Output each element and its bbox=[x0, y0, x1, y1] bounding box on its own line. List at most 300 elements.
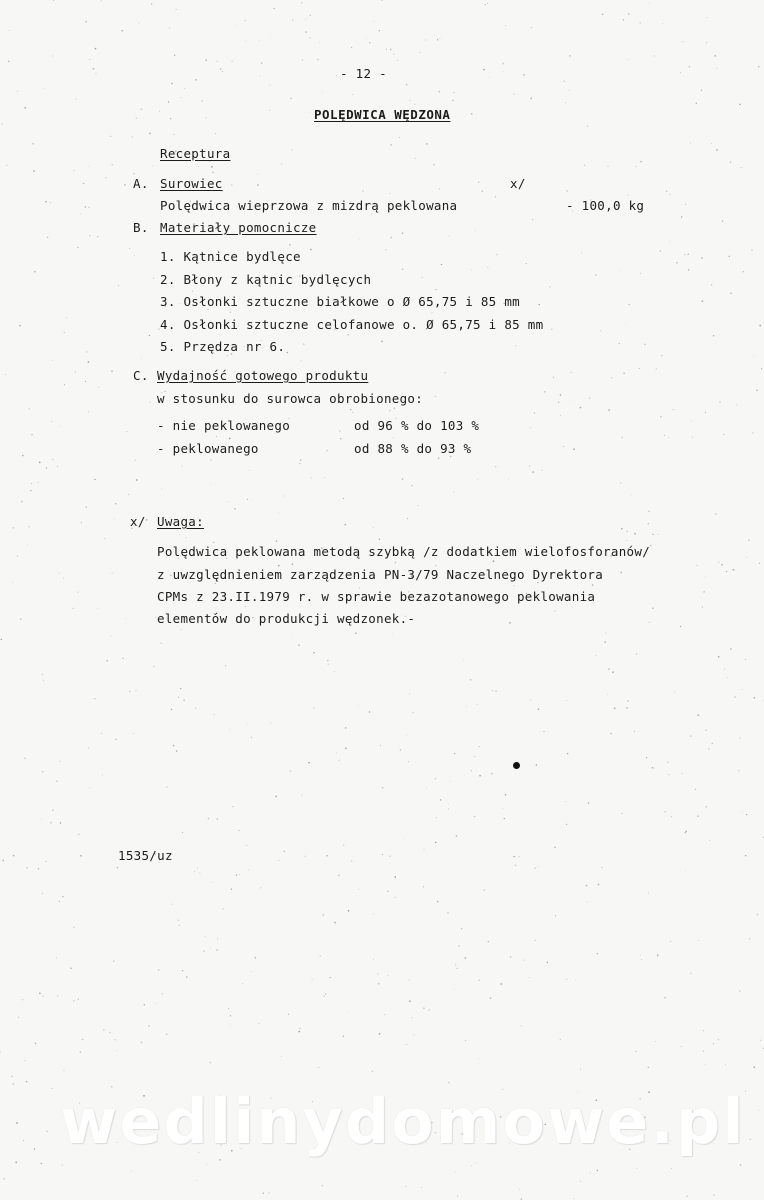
speck bbox=[41, 1163, 43, 1165]
speck bbox=[202, 100, 203, 101]
speck bbox=[318, 1067, 319, 1068]
speck bbox=[745, 659, 746, 660]
speck bbox=[216, 949, 217, 950]
speck bbox=[62, 1164, 64, 1166]
speck bbox=[402, 478, 404, 480]
note-line: elementów do produkcji wędzonek.- bbox=[157, 611, 416, 626]
speck bbox=[131, 1171, 132, 1172]
speck bbox=[749, 938, 750, 939]
speck bbox=[675, 409, 676, 410]
speck bbox=[219, 334, 220, 335]
speck bbox=[291, 149, 292, 150]
speck bbox=[1, 639, 3, 641]
speck bbox=[98, 387, 99, 388]
speck bbox=[445, 372, 446, 373]
speck bbox=[493, 560, 495, 562]
speck bbox=[433, 164, 435, 166]
speck bbox=[723, 434, 724, 435]
speck bbox=[407, 518, 408, 519]
speck bbox=[607, 694, 608, 695]
speck bbox=[118, 285, 119, 286]
speck bbox=[217, 938, 218, 939]
speck bbox=[658, 534, 659, 535]
speck bbox=[186, 537, 187, 538]
speck bbox=[560, 394, 562, 396]
speck bbox=[741, 167, 742, 168]
speck bbox=[132, 136, 133, 137]
speck bbox=[587, 125, 588, 126]
speck bbox=[95, 73, 96, 74]
speck bbox=[412, 712, 413, 713]
speck bbox=[270, 85, 271, 86]
speck bbox=[351, 861, 352, 862]
speck bbox=[435, 289, 436, 290]
speck bbox=[340, 438, 341, 439]
speck bbox=[215, 133, 216, 134]
speck bbox=[138, 22, 139, 23]
speck bbox=[471, 113, 473, 115]
speck bbox=[62, 896, 64, 898]
speck bbox=[641, 959, 642, 960]
speck bbox=[453, 92, 454, 93]
speck bbox=[328, 664, 329, 665]
speck bbox=[75, 371, 76, 372]
speck bbox=[746, 814, 747, 815]
speck bbox=[6, 165, 7, 166]
speck bbox=[387, 975, 388, 976]
speck bbox=[628, 304, 630, 306]
speck bbox=[231, 61, 232, 62]
speck bbox=[706, 848, 707, 849]
speck bbox=[519, 856, 521, 858]
speck bbox=[671, 816, 672, 817]
speck bbox=[639, 22, 641, 24]
speck bbox=[245, 41, 246, 42]
speck bbox=[674, 692, 675, 693]
speck bbox=[171, 904, 172, 905]
speck bbox=[728, 256, 729, 257]
speck bbox=[371, 214, 372, 215]
speck bbox=[239, 830, 240, 831]
speck bbox=[121, 30, 123, 32]
speck bbox=[621, 528, 623, 530]
speck bbox=[639, 368, 640, 369]
speck bbox=[173, 134, 175, 136]
speck bbox=[112, 164, 113, 165]
speck bbox=[283, 496, 284, 497]
speck bbox=[292, 564, 294, 566]
speck bbox=[86, 506, 88, 508]
speck bbox=[505, 794, 507, 796]
speck bbox=[279, 860, 280, 861]
speck bbox=[718, 656, 720, 658]
speck bbox=[129, 691, 131, 693]
speck bbox=[205, 60, 206, 61]
speck bbox=[358, 889, 359, 890]
speck bbox=[239, 874, 240, 875]
speck bbox=[180, 688, 182, 690]
speck bbox=[338, 875, 340, 877]
speck bbox=[284, 851, 285, 852]
list-item: 3. Osłonki sztuczne białkowe o Ø 65,75 i 85 mm bbox=[160, 294, 520, 309]
speck bbox=[682, 41, 683, 42]
speck bbox=[491, 773, 493, 775]
speck bbox=[41, 819, 42, 820]
speck bbox=[393, 437, 394, 438]
speck bbox=[29, 526, 30, 527]
speck bbox=[60, 761, 61, 762]
document-title: POLĘDWICA WĘDZONA bbox=[314, 107, 451, 122]
speck bbox=[52, 360, 53, 361]
speck bbox=[692, 437, 693, 438]
speck bbox=[495, 690, 497, 692]
speck bbox=[450, 781, 451, 782]
speck bbox=[470, 679, 472, 681]
speck bbox=[725, 1064, 726, 1065]
speck bbox=[390, 237, 392, 239]
speck bbox=[117, 867, 119, 869]
speck bbox=[515, 857, 516, 858]
speck bbox=[650, 545, 651, 546]
speck bbox=[746, 557, 747, 558]
speck bbox=[125, 618, 126, 619]
speck bbox=[423, 886, 424, 887]
speck bbox=[667, 761, 668, 762]
speck bbox=[174, 55, 175, 56]
speck bbox=[64, 384, 65, 385]
speck bbox=[660, 250, 662, 252]
speck bbox=[80, 213, 81, 214]
speck bbox=[426, 787, 427, 788]
speck bbox=[757, 914, 759, 916]
speck bbox=[348, 1012, 349, 1013]
speck bbox=[730, 293, 731, 294]
speck bbox=[571, 372, 572, 373]
speck bbox=[251, 737, 252, 738]
speck bbox=[126, 431, 127, 432]
speck bbox=[685, 832, 686, 833]
speck bbox=[135, 690, 136, 691]
speck bbox=[33, 170, 35, 172]
speck bbox=[259, 40, 260, 41]
speck bbox=[320, 956, 321, 957]
speck bbox=[627, 531, 628, 532]
speck bbox=[758, 66, 759, 67]
speck bbox=[94, 479, 96, 481]
speck bbox=[327, 660, 328, 661]
speck bbox=[644, 344, 646, 346]
speck bbox=[343, 845, 344, 846]
speck bbox=[628, 13, 630, 15]
site-watermark: wedlinydomowe.pl bbox=[60, 1085, 746, 1158]
speck bbox=[115, 739, 116, 740]
speck bbox=[648, 1067, 649, 1068]
speck bbox=[292, 20, 293, 21]
speck bbox=[359, 238, 360, 239]
speck bbox=[656, 368, 657, 369]
speck bbox=[734, 696, 736, 698]
speck bbox=[251, 971, 252, 972]
speck bbox=[313, 652, 315, 654]
speck bbox=[257, 184, 259, 186]
speck bbox=[730, 162, 731, 163]
speck bbox=[745, 1091, 746, 1092]
speck bbox=[623, 19, 625, 21]
speck bbox=[102, 774, 103, 775]
speck bbox=[465, 957, 467, 959]
speck bbox=[607, 166, 608, 167]
speck bbox=[471, 270, 472, 271]
speck bbox=[111, 370, 113, 372]
speck bbox=[228, 1008, 229, 1009]
speck bbox=[389, 410, 391, 412]
speck bbox=[198, 166, 199, 167]
speck bbox=[20, 618, 21, 619]
speck bbox=[229, 438, 231, 440]
speck bbox=[350, 409, 351, 410]
speck bbox=[220, 68, 222, 70]
speck bbox=[537, 582, 538, 583]
speck bbox=[161, 489, 162, 490]
speck bbox=[105, 177, 106, 178]
speck bbox=[214, 714, 215, 715]
speck bbox=[305, 19, 306, 20]
speck bbox=[42, 893, 43, 894]
speck bbox=[564, 81, 565, 82]
speck bbox=[664, 997, 665, 998]
speck bbox=[73, 927, 74, 928]
speck bbox=[520, 1025, 521, 1026]
speck bbox=[648, 523, 649, 524]
speck bbox=[399, 137, 400, 138]
speck bbox=[317, 59, 319, 61]
speck bbox=[573, 1198, 574, 1199]
speck bbox=[631, 495, 632, 496]
speck bbox=[714, 55, 716, 57]
speck bbox=[51, 421, 52, 422]
speck bbox=[182, 832, 183, 833]
speck bbox=[94, 698, 95, 699]
speck bbox=[588, 802, 590, 804]
speck bbox=[534, 412, 535, 413]
speck bbox=[34, 437, 35, 438]
speck bbox=[708, 748, 710, 750]
speck bbox=[660, 416, 662, 418]
speck bbox=[474, 756, 475, 757]
speck bbox=[529, 465, 530, 466]
speck bbox=[397, 60, 398, 61]
speck bbox=[160, 643, 161, 644]
speck bbox=[705, 1064, 706, 1065]
speck bbox=[627, 700, 629, 702]
speck bbox=[373, 21, 374, 22]
speck bbox=[208, 818, 210, 820]
speck bbox=[532, 471, 534, 473]
speck bbox=[555, 915, 556, 916]
speck bbox=[13, 527, 14, 528]
speck bbox=[63, 1070, 64, 1071]
speck bbox=[581, 252, 582, 253]
speck bbox=[149, 133, 151, 135]
speck bbox=[515, 345, 516, 346]
list-item: 1. Kątnice bydlęce bbox=[160, 249, 301, 264]
speck bbox=[428, 1009, 430, 1011]
speck bbox=[636, 166, 637, 167]
speck bbox=[393, 54, 394, 55]
speck bbox=[216, 436, 217, 437]
speck bbox=[743, 271, 744, 272]
speck bbox=[384, 1014, 385, 1015]
speck bbox=[412, 1017, 413, 1018]
document-reference: 1535/uz bbox=[118, 848, 173, 863]
speck bbox=[385, 249, 386, 250]
speck bbox=[234, 508, 236, 510]
speck bbox=[242, 983, 243, 984]
speck bbox=[80, 1051, 82, 1053]
speck bbox=[496, 254, 498, 256]
speck bbox=[526, 263, 527, 264]
speck bbox=[569, 55, 570, 56]
speck bbox=[547, 962, 548, 963]
speck bbox=[300, 360, 301, 361]
speck bbox=[598, 884, 600, 886]
speck bbox=[88, 361, 90, 363]
speck bbox=[329, 977, 330, 978]
speck bbox=[382, 787, 384, 789]
speck bbox=[343, 498, 344, 499]
speck bbox=[705, 577, 706, 578]
speck bbox=[77, 247, 78, 248]
section-c-label: C. bbox=[133, 368, 149, 383]
speck bbox=[553, 377, 554, 378]
section-c-heading: Wydajność gotowego produktu bbox=[157, 368, 369, 383]
speck bbox=[222, 71, 223, 72]
speck bbox=[478, 182, 479, 183]
speck bbox=[2, 860, 4, 862]
speck bbox=[73, 1000, 75, 1002]
speck bbox=[592, 584, 594, 586]
speck bbox=[76, 99, 77, 100]
speck bbox=[38, 868, 40, 870]
speck bbox=[655, 1041, 656, 1042]
speck bbox=[63, 578, 64, 579]
speck bbox=[319, 42, 320, 43]
speck bbox=[604, 641, 605, 642]
speck bbox=[703, 1030, 704, 1031]
speck bbox=[733, 569, 735, 571]
speck bbox=[487, 3, 488, 4]
speck bbox=[45, 861, 46, 862]
speck bbox=[534, 867, 536, 869]
speck bbox=[668, 774, 669, 775]
speck bbox=[448, 1082, 450, 1084]
speck bbox=[471, 1165, 472, 1166]
speck bbox=[431, 312, 432, 313]
speck bbox=[519, 1189, 520, 1190]
speck bbox=[178, 920, 179, 921]
speck bbox=[696, 102, 697, 103]
speck bbox=[323, 995, 325, 997]
speck bbox=[502, 63, 504, 65]
speck bbox=[487, 267, 488, 268]
speck bbox=[508, 479, 509, 480]
speck bbox=[622, 437, 623, 438]
speck bbox=[301, 795, 302, 796]
speck bbox=[504, 818, 505, 819]
speck bbox=[21, 501, 23, 503]
speck bbox=[4, 1178, 6, 1180]
speck bbox=[524, 960, 525, 961]
speck bbox=[426, 143, 428, 145]
speck bbox=[24, 107, 26, 109]
speck bbox=[718, 1039, 720, 1041]
speck bbox=[85, 206, 86, 207]
speck bbox=[739, 738, 740, 739]
speck bbox=[228, 502, 229, 503]
speck bbox=[113, 960, 115, 962]
speck bbox=[30, 490, 31, 491]
speck bbox=[575, 980, 576, 981]
speck bbox=[129, 248, 130, 249]
speck bbox=[211, 882, 212, 883]
speck bbox=[503, 808, 504, 809]
speck bbox=[56, 957, 57, 958]
speck bbox=[50, 202, 51, 203]
speck bbox=[479, 746, 480, 747]
speck bbox=[706, 42, 707, 43]
speck bbox=[217, 61, 218, 62]
speck bbox=[153, 666, 154, 667]
speck bbox=[248, 869, 249, 870]
speck bbox=[134, 460, 135, 461]
speck bbox=[703, 1050, 705, 1052]
page-number: - 12 - bbox=[340, 66, 387, 81]
speck bbox=[390, 855, 391, 856]
speck bbox=[179, 925, 180, 926]
speck bbox=[322, 92, 323, 93]
speck bbox=[141, 108, 143, 110]
speck bbox=[640, 161, 642, 163]
speck bbox=[0, 1051, 1, 1052]
speck bbox=[12, 582, 13, 583]
speck bbox=[408, 761, 409, 762]
speck bbox=[5, 374, 6, 375]
speck bbox=[685, 204, 686, 205]
speck bbox=[690, 973, 691, 974]
speck bbox=[144, 1004, 145, 1005]
speck bbox=[646, 757, 647, 758]
speck bbox=[608, 409, 610, 411]
speck bbox=[186, 976, 187, 977]
speck bbox=[176, 750, 178, 752]
speck bbox=[59, 573, 60, 574]
speck bbox=[654, 767, 655, 768]
speck bbox=[752, 432, 753, 433]
speck bbox=[580, 1069, 581, 1070]
speck bbox=[435, 396, 436, 397]
speck bbox=[676, 262, 678, 264]
speck bbox=[213, 542, 214, 543]
speck bbox=[751, 250, 752, 251]
speck bbox=[379, 1033, 381, 1035]
speck bbox=[648, 511, 650, 513]
speck bbox=[247, 724, 248, 725]
speck bbox=[112, 573, 113, 574]
speck bbox=[759, 325, 761, 327]
section-a-label: A. bbox=[133, 176, 149, 191]
speck bbox=[146, 519, 148, 521]
speck bbox=[705, 412, 706, 413]
